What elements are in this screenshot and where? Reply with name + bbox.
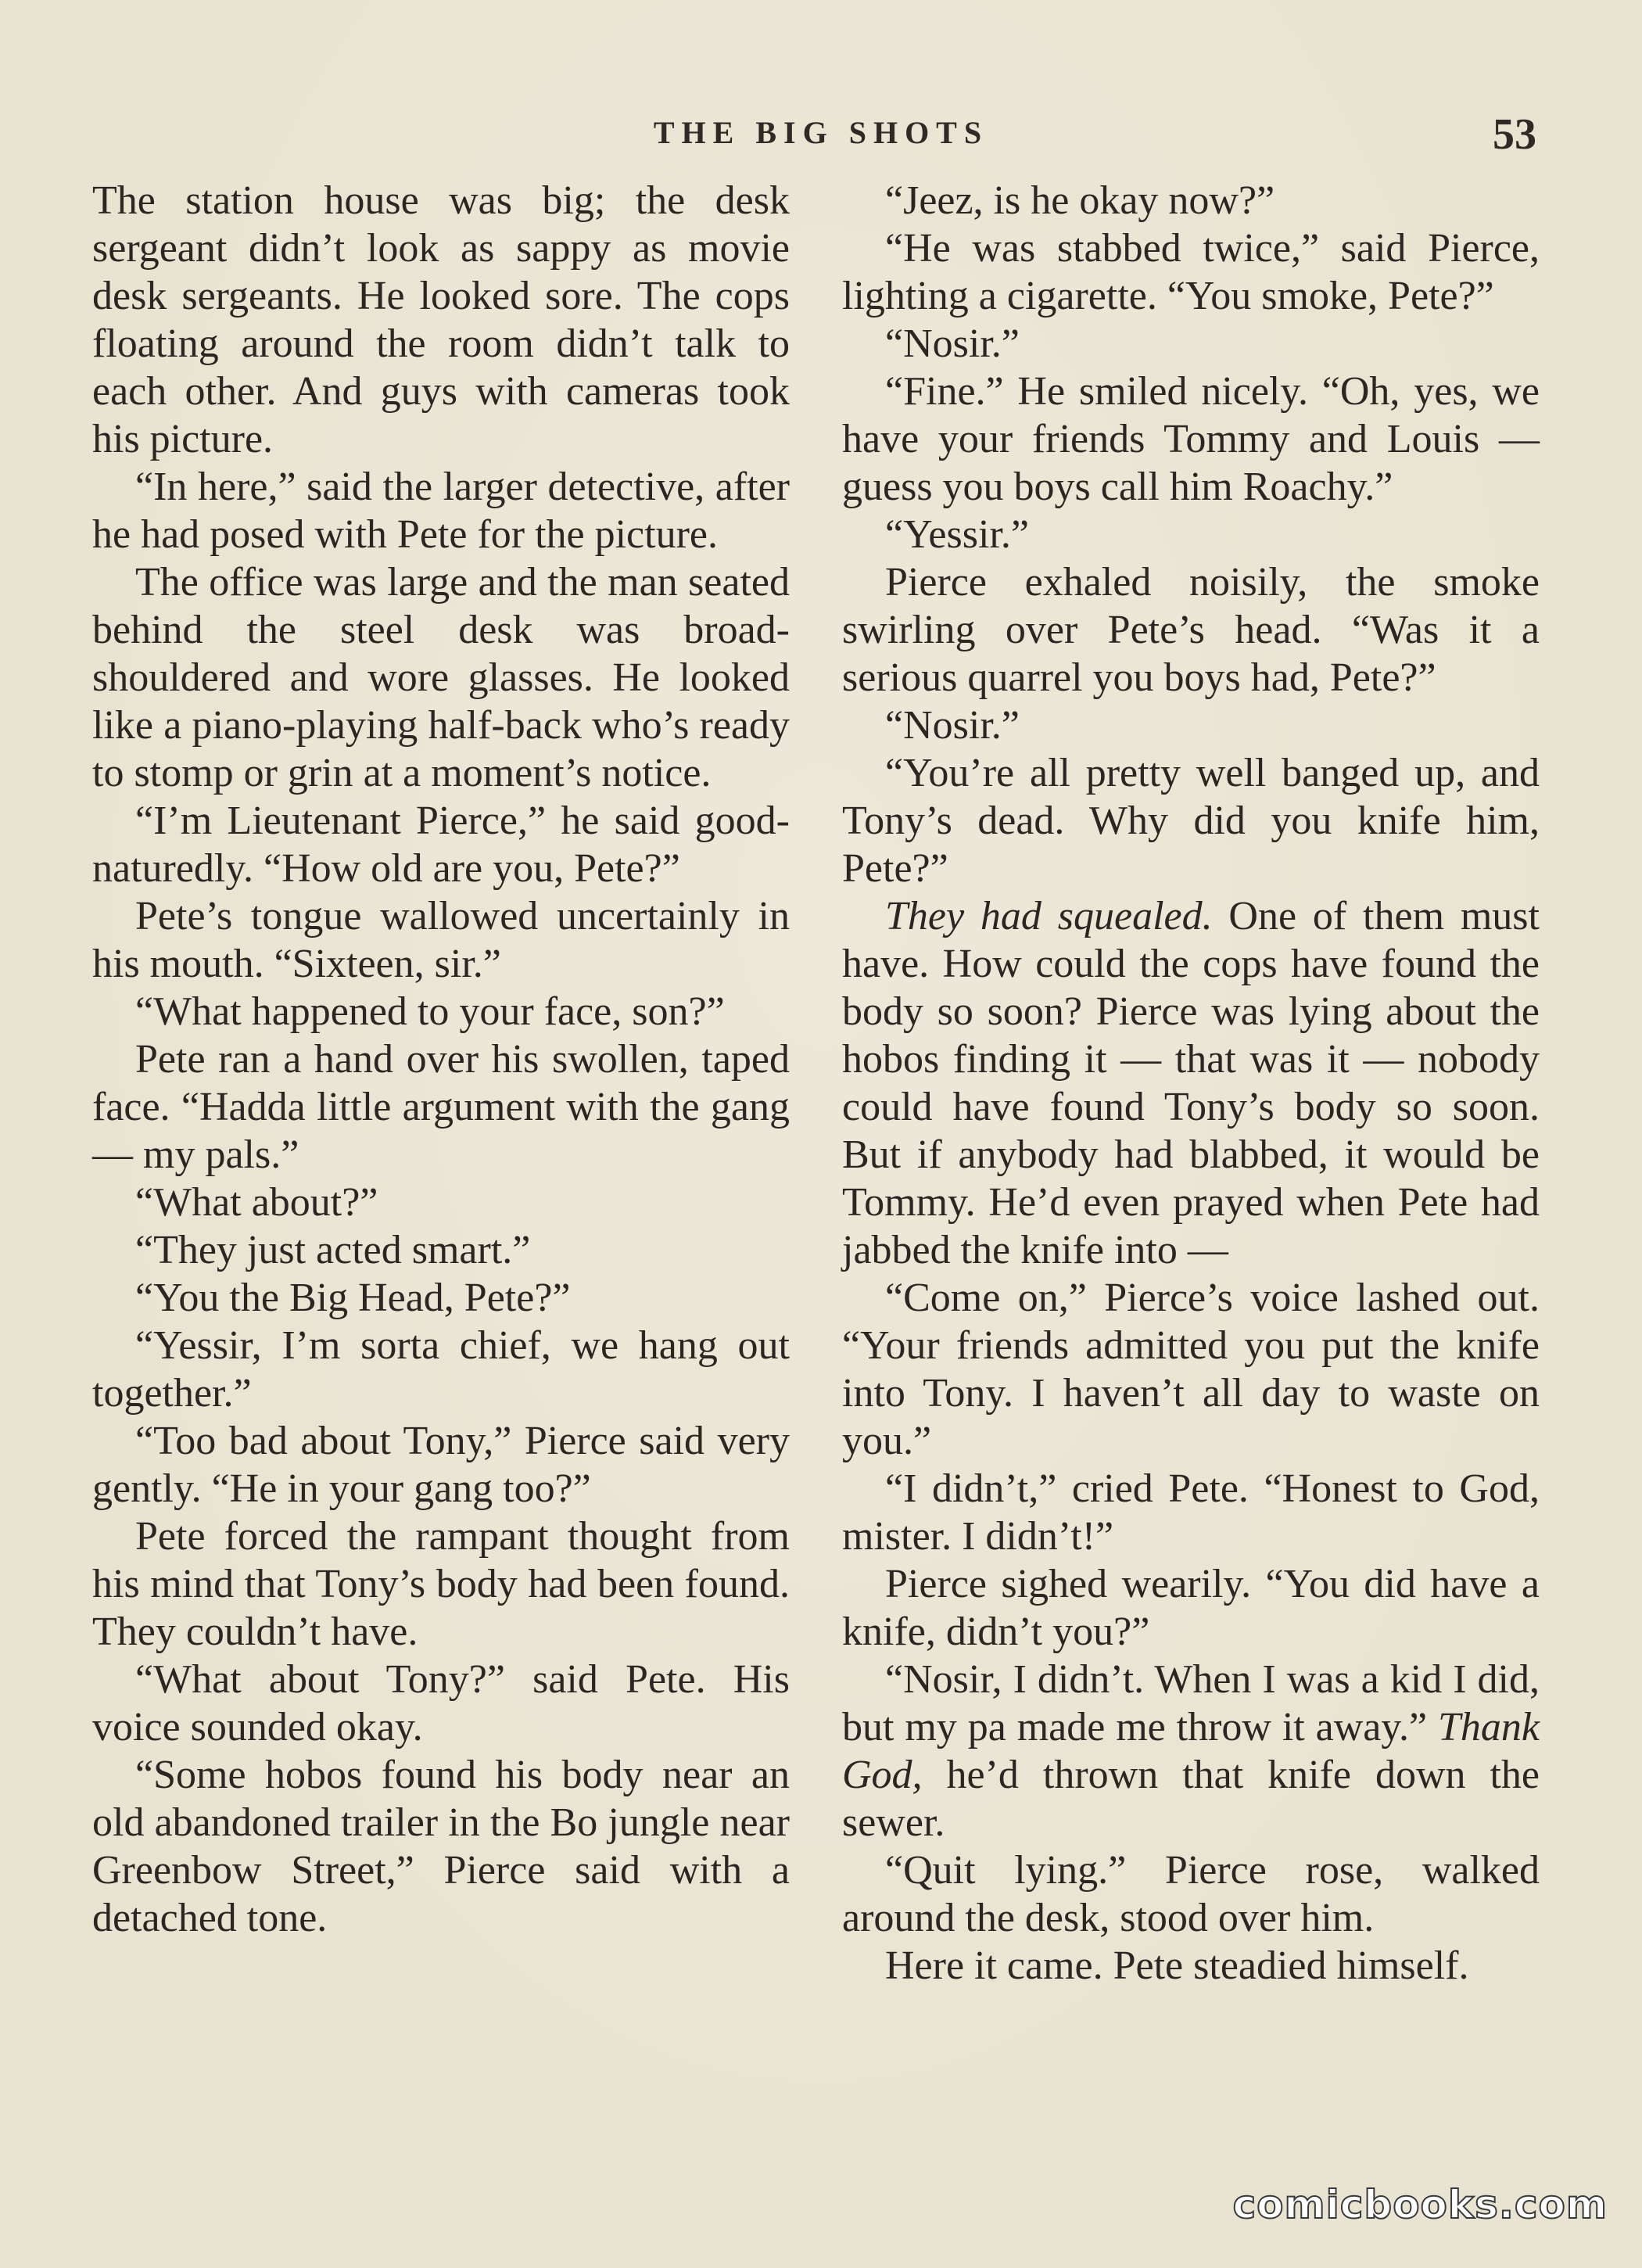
paragraph: “In here,” said the larger detective, after he had posed with Pete for the picture. <box>92 465 790 557</box>
paragraph: The office was large and the man seated behind the steel desk was broad-shouldered and wore glasses. He looked like a piano-playing half-back who’s ready to stomp or grin at a moment’s notice. <box>92 560 790 795</box>
paragraph: “Fine.” He smiled nicely. “Oh, yes, we have your friends Tommy and Louis — guess you boys call him Roachy.” <box>842 369 1540 509</box>
paragraph: “Nosir.” <box>885 321 1020 366</box>
paragraph: “Too bad about Tony,” Pierce said very gently. “He in your gang too?” <box>92 1419 790 1511</box>
paragraph: Pierce sighed wearily. “You did have a knife, didn’t you?” <box>842 1562 1540 1654</box>
paragraph: “I didn’t,” cried Pete. “Honest to God, mister. I didn’t!” <box>842 1466 1540 1559</box>
paragraph <box>842 1656 1540 1846</box>
paragraph-text: “Nosir, I didn’t. When I was a kid I did, but my pa made me throw it away.” <box>842 1657 1540 1749</box>
paragraph: “Quit lying.” Pierce rose, walked around the desk, stood over him. <box>842 1848 1540 1940</box>
paragraph: “What about?” <box>135 1180 378 1225</box>
paragraph: “Yessir, I’m sorta chief, we hang out together.” <box>92 1323 790 1416</box>
paragraph <box>842 892 1540 1274</box>
left-column <box>92 177 790 1942</box>
paragraph: “What about Tony?” said Pete. His voice sounded okay. <box>92 1657 790 1749</box>
running-head: THE BIG SHOTS <box>653 115 989 150</box>
paragraph: “He was stabbed twice,” said Pierce, lighting a cigarette. “You smoke, Pete?” <box>842 226 1540 318</box>
paragraph: Pete ran a hand over his swollen, taped face. “Hadda little argument with the gang — my pals.” <box>92 1037 790 1177</box>
right-column <box>842 177 1540 1990</box>
paragraph: “Nosir.” <box>885 703 1020 748</box>
paragraph: Here it came. Pete steadied himself. <box>885 1943 1469 1988</box>
paragraph-text: One of them must have. How could the cops have found the body so soon? Pierce was lying about the hobos finding it — that was it — nobody could have found Tony’s body so soon. But if anybody had blabbed, it would be Tommy. He’d even prayed when Pete had jabbed the knife into — <box>842 894 1540 1272</box>
paragraph: The station house was big; the desk sergeant didn’t look as sappy as movie desk sergeants. He looked sore. The cops floating around the room didn’t talk to each other. And guys with cameras took his picture. <box>92 178 790 461</box>
watermark: comicbooks.com <box>1232 2182 1608 2227</box>
paragraph: “Come on,” Pierce’s voice lashed out. “Your friends admitted you put the knife into Tony. I haven’t all day to waste on you.” <box>842 1276 1540 1463</box>
paragraph: Pete’s tongue wallowed uncertainly in his mouth. “Sixteen, sir.” <box>92 894 790 986</box>
paragraph: “What happened to your face, son?” <box>135 989 725 1034</box>
paragraph: “Jeez, is he okay now?” <box>885 178 1275 223</box>
paragraph: “You the Big Head, Pete?” <box>135 1276 571 1320</box>
paragraph: “They just acted smart.” <box>135 1228 531 1272</box>
paragraph: “You’re all pretty well banged up, and Tony’s dead. Why did you knife him, Pete?” <box>842 751 1540 891</box>
italic-thought: Thank God, <box>842 1705 1540 1797</box>
paragraph: Pierce exhaled noisily, the smoke swirling over Pete’s head. “Was it a serious quarrel you boys had, Pete?” <box>842 560 1540 700</box>
paragraph-text: he’d thrown that knife down the sewer. <box>842 1753 1540 1845</box>
page-number: 53 <box>1493 110 1536 159</box>
paragraph: “Yessir.” <box>885 512 1029 557</box>
paragraph: Pete forced the rampant thought from his mind that Tony’s body had been found. They couldn’t have. <box>92 1514 790 1654</box>
paragraph: “Some hobos found his body near an old abandoned trailer in the Bo jungle near Greenbow Street,” Pierce said with a detached tone. <box>92 1753 790 1940</box>
paragraph: “I’m Lieutenant Pierce,” he said good-naturedly. “How old are you, Pete?” <box>92 798 790 891</box>
italic-thought: They had squealed. <box>885 894 1213 938</box>
